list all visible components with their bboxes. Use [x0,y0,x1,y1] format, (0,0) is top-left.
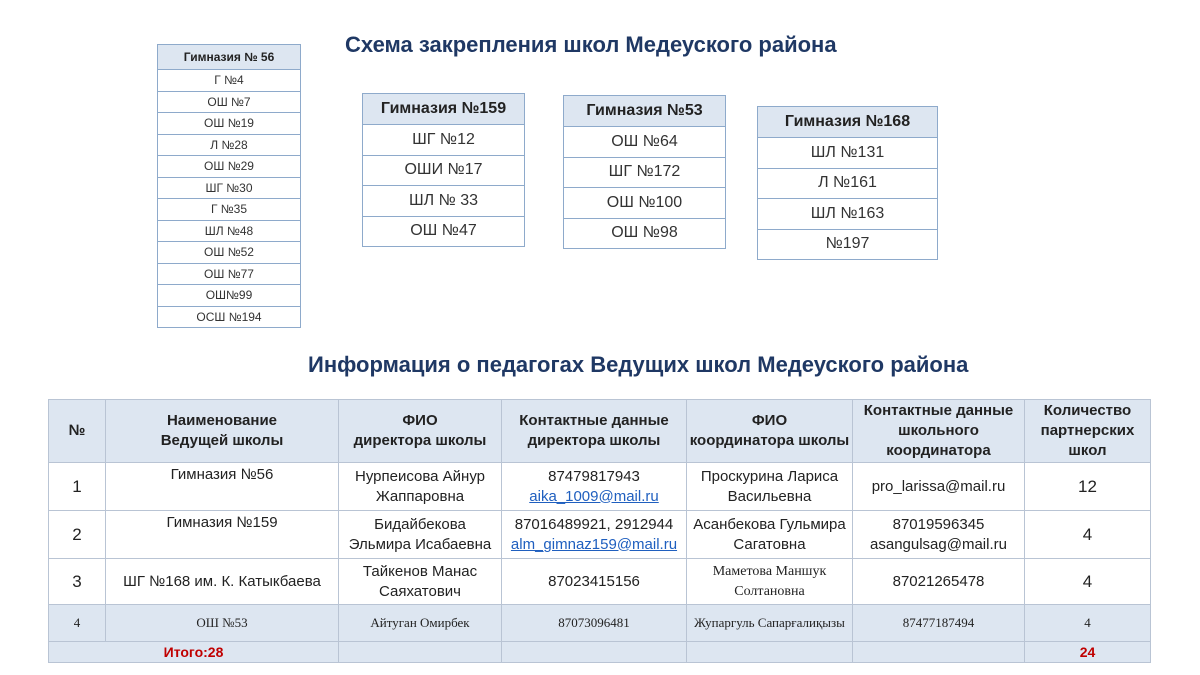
group-school-row [158,199,301,221]
group-school-row [363,155,525,186]
group-school-row [758,199,938,230]
group-school-item: ОШ №7 [158,91,301,113]
group-school-row [158,242,301,264]
teachers-info-table [48,399,1151,663]
group-school-item: Г №35 [158,199,301,221]
group-table-gymnasium-56 [157,44,301,328]
total-empty-cell [853,642,1025,663]
coordinator-phone: 87019596345 [892,515,985,533]
group-school-item: ОШ №98 [564,218,726,249]
school-name: ШГ №168 им. К. Катыкбаева [106,559,339,605]
group-header-row [564,96,726,127]
group-school-item: ШГ №12 [363,125,525,156]
group-school-row [564,188,726,219]
header-coordinator-name: ФИО координатора школы [687,400,853,463]
table-row [49,559,1151,605]
group-table-gymnasium-53 [563,95,726,249]
group-school-item: ОШ №64 [564,127,726,158]
director-name: Нурпеисова Айнур Жаппаровна [339,463,502,511]
table-row [49,605,1151,642]
row-number: 3 [49,559,106,605]
partner-count: 12 [1025,463,1151,511]
director-contacts [502,511,687,559]
coordinator-contacts: 87021265478 [853,559,1025,605]
director-email-link[interactable]: aika_1009@mail.ru [529,487,659,505]
director-email-link[interactable]: alm_gimnaz159@mail.ru [510,535,678,553]
director-phone: 87073096481 [502,605,687,642]
total-partners: 24 [1025,642,1151,663]
coordinator-name: Проскурина Лариса Васильевна [687,463,853,511]
row-number: 2 [49,511,106,559]
group-school-item: ОШ№99 [158,285,301,307]
coordinator-email: asangulsag@mail.ru [870,535,1007,553]
group-school-item: ОСШ №194 [158,306,301,328]
table-row [49,511,1151,559]
header-number: № [49,400,106,463]
group-school-item: ШЛ №131 [758,138,938,169]
group-table-gymnasium-159 [362,93,525,247]
group-school-item: ОШ №52 [158,242,301,264]
partner-count: 4 [1025,559,1151,605]
row-number: 1 [49,463,106,511]
group-school-row [758,168,938,199]
group-school-row [363,216,525,247]
partner-count: 4 [1025,511,1151,559]
group-school-item: ШГ №30 [158,177,301,199]
group-school-item: ШЛ № 33 [363,186,525,217]
school-name: ОШ №53 [106,605,339,642]
group-school-item: Г №4 [158,70,301,92]
scheme-title: Схема закрепления школ Медеуского района [345,32,837,57]
group-school-item: ШЛ №48 [158,220,301,242]
group-school-item: ОШ №77 [158,263,301,285]
director-name: Бидайбекова Эльмира Исабаевна [339,511,502,559]
group-school-item: ОШ №47 [363,216,525,247]
group-table-gymnasium-168 [757,106,938,260]
coordinator-name: Асанбекова Гульмира Сагатовна [687,511,853,559]
coordinator-name: Маметова Маншук Солтановна [687,559,853,605]
group-school-row [564,157,726,188]
group-school-row [158,263,301,285]
total-row [49,642,1151,663]
coordinator-contacts: 87477187494 [853,605,1025,642]
group-school-item: №197 [758,229,938,260]
coordinator-name: Жупаргуль Сапарғалиқызы [687,605,853,642]
coordinator-contacts [853,511,1025,559]
total-label: Итого:28 [49,642,339,663]
total-empty-cell [502,642,687,663]
group-school-item: ОШИ №17 [363,155,525,186]
group-school-item: Л №28 [158,134,301,156]
partner-count: 4 [1025,605,1151,642]
table-header-row [49,400,1151,463]
group-school-item: ШГ №172 [564,157,726,188]
group-header: Гимназия №168 [758,107,938,138]
group-school-item: ОШ №100 [564,188,726,219]
group-school-item: Л №161 [758,168,938,199]
group-school-item: ОШ №29 [158,156,301,178]
header-director-contacts: Контактные данные директора школы [502,400,687,463]
director-phone: 87479817943 [548,467,640,485]
school-name: Гимназия №159 [106,511,339,559]
group-school-row [363,186,525,217]
group-header-row [158,45,301,70]
group-school-row [564,127,726,158]
group-school-row [158,306,301,328]
group-header-row [363,94,525,125]
header-director-name: ФИО директора школы [339,400,502,463]
group-header: Гимназия №53 [564,96,726,127]
group-school-row [758,138,938,169]
total-empty-cell [687,642,853,663]
group-header: Гимназия №159 [363,94,525,125]
header-coordinator-contacts: Контактные данные школьного координатора [853,400,1025,463]
director-phone: 87023415156 [502,559,687,605]
director-phone: 87016489921, 2912944 [514,515,674,533]
group-school-row [158,91,301,113]
group-school-row [158,156,301,178]
group-header: Гимназия № 56 [158,45,301,70]
group-school-item: ОШ №19 [158,113,301,135]
group-school-row [158,285,301,307]
group-school-row [758,229,938,260]
school-name: Гимназия №56 [106,463,339,511]
header-school-name: Наименование Ведущей школы [106,400,339,463]
group-school-row [158,220,301,242]
group-school-row [158,134,301,156]
row-number: 4 [49,605,106,642]
group-school-row [158,70,301,92]
info-title: Информация о педагогах Ведущих школ Медеуского района [308,352,969,377]
director-contacts [502,463,687,511]
group-school-item: ШЛ №163 [758,199,938,230]
group-school-row [158,113,301,135]
group-school-row [363,125,525,156]
table-row [49,463,1151,511]
group-school-row [564,218,726,249]
coordinator-contacts: pro_larissa@mail.ru [853,463,1025,511]
director-name: Тайкенов Манас Саяхатович [339,559,502,605]
total-empty-cell [339,642,502,663]
director-name: Айтуган Омирбек [339,605,502,642]
group-school-row [158,177,301,199]
group-header-row [758,107,938,138]
header-partner-count: Количество партнерских школ [1025,400,1151,463]
